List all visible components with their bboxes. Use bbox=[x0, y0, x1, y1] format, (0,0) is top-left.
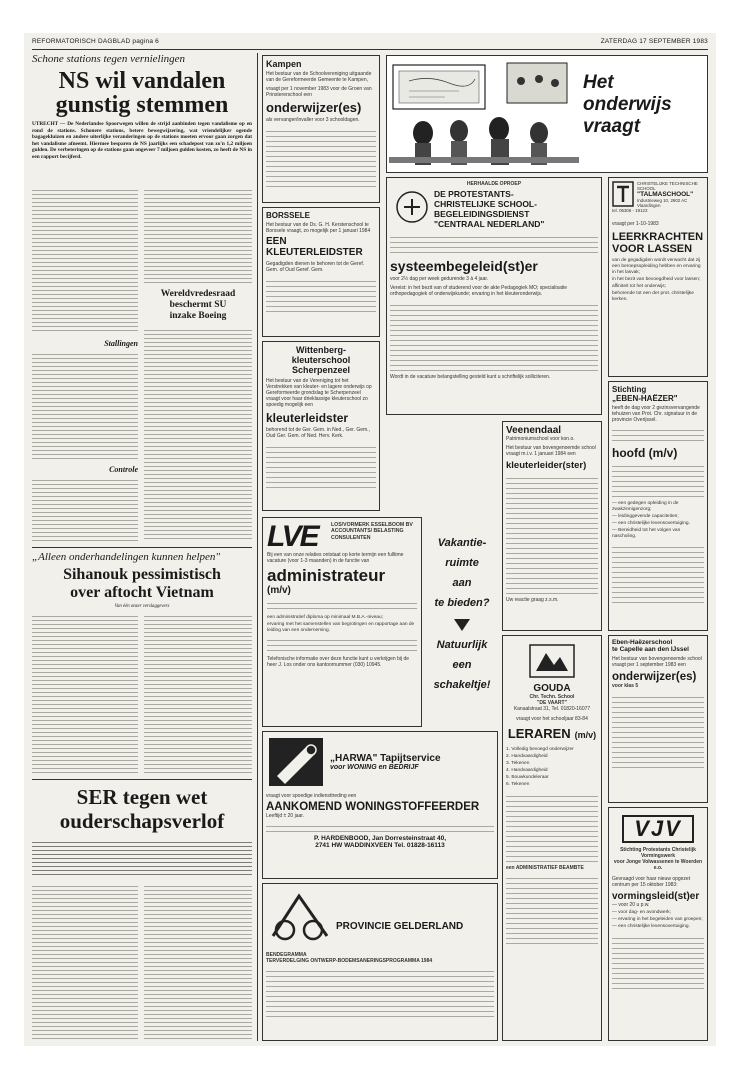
ad-vjv bbox=[608, 807, 708, 1041]
ad-vakantie-line-6: een bbox=[452, 659, 472, 671]
ad-scherpenzeel-detail: behorend tot de Ger. Gem. in Ned., Ger. Gem., Oud Ger. Gem. of Ned. Herv. Kerk. bbox=[266, 427, 370, 439]
article-ns-body-col1 bbox=[32, 187, 138, 333]
article-ns-body-col2 bbox=[144, 187, 252, 283]
ad-administrateur-intro: Bij een van onze relaties ontstaat op korte termijn een fulltime vacature (voor 1-3 maanden) in de functie van bbox=[267, 552, 404, 564]
ad-gouda-role-2: (m/v) bbox=[574, 730, 597, 740]
ad-vjv-item: — voor dag- en avondwerk; bbox=[612, 910, 671, 915]
ad-veenendaal-school: Patrimoniumschool voor kon.o. bbox=[506, 436, 575, 442]
ad-administrateur-item: ervaring met het samenstellen van begrotingen en rapportage aan de leiding van een onderneming. bbox=[267, 622, 415, 633]
ad-borssele-intro: Het bestuur van de Ds. G. H. Kerstenschool te Borssele vraagt, zo mogelijk per 1 januari 1984 bbox=[266, 222, 371, 234]
ad-kampen-body bbox=[266, 127, 376, 187]
ad-capelle-text bbox=[612, 693, 704, 771]
classroom-illustration bbox=[389, 57, 579, 173]
ad-gouda-role-1: LERAREN bbox=[507, 726, 571, 741]
ad-scherpenzeel-body bbox=[266, 443, 376, 489]
article-su-headline-1: Wereldvredesraad bbox=[160, 289, 236, 299]
article-ser-lead bbox=[32, 839, 252, 877]
article-ser-headline-1: SER tegen wet bbox=[76, 785, 208, 809]
ad-administrateur-text bbox=[267, 599, 417, 613]
ad-talmaschool-asks: vraagt per 1-10-1983 bbox=[612, 221, 659, 227]
ad-gouda-title: GOUDA bbox=[533, 683, 571, 694]
ad-vjv-text bbox=[612, 934, 704, 990]
article-sihanouk-byline: Van één onzer verslaggevers bbox=[114, 604, 170, 609]
article-ns-lead: UTRECHT — De Nederlandse Spoorwegen willen de strijd aanbinden tegen vandalisme op en rond de stations. Schonere stations, betere bewegwijzering, wat vriendelijker ogende bagagekluizen en andere uiterlijke veranderingen op de stations moeten ervoor gaan zorgen dat het vandalisme afneemt. Hiermee besparen de NS jaarlijks een schadepost van zo'n 1,2 miljoen gulden. De verbeteringen op de stations gaan ongeveer 7 miljoen gulden kosten, zo heeft de NS in een rapport becijferd. bbox=[32, 121, 252, 160]
ad-vjv-hours: — voor 20 u p.w. bbox=[612, 902, 650, 908]
ad-administrateur bbox=[262, 517, 422, 727]
header-date: ZATERDAG 17 SEPTEMBER 1983 bbox=[600, 38, 708, 45]
article-ns-kicker: Schone stations tegen vernielingen bbox=[32, 53, 186, 65]
ad-harwa-role: AANKOMEND WONINGSTOFFEERDER bbox=[266, 801, 480, 813]
ad-vakantie-line-5: Natuurlijk bbox=[436, 639, 488, 651]
ad-scherpenzeel-role: kleuterleidster bbox=[266, 411, 349, 425]
article-ser-body-col2 bbox=[144, 883, 252, 1039]
ad-eben-haezer-item: — een gedegen opleiding in de zwakzinnigenzorg; bbox=[612, 501, 679, 512]
ad-administrateur-logo: LVE bbox=[267, 520, 318, 553]
ad-gouda-item: 2. Handvaardigheid bbox=[506, 754, 548, 759]
ad-eben-haezer-text bbox=[612, 426, 704, 444]
ad-talmaschool-org-2: "TALMASCHOOL" bbox=[637, 191, 694, 198]
article-su-headline-2: beschermt SU bbox=[169, 300, 227, 310]
article-su-body bbox=[144, 327, 252, 541]
ad-gouda-text bbox=[506, 792, 598, 862]
ad-onderwijs-line-3: vraagt bbox=[583, 116, 641, 137]
gouda-logo-icon bbox=[520, 641, 584, 681]
ad-vjv-org-1: Stichting Protestants Christelijk Vormingswerk bbox=[620, 847, 696, 859]
ad-gouda-item: 1. Volledig bevoegd onderwijzer bbox=[506, 747, 574, 752]
ad-harwa-age: Leeftijd ± 20 jaar. bbox=[266, 813, 305, 819]
ad-eben-haezer-text bbox=[612, 543, 704, 603]
ad-talmaschool-role-2: VOOR LASSEN bbox=[612, 243, 693, 255]
ad-eben-haezer-item: — leidinggevende capaciteiten; bbox=[612, 514, 679, 519]
ad-harwa-text bbox=[266, 822, 494, 832]
ad-talmaschool-phone: tel. 05306 - 19123 bbox=[612, 208, 648, 213]
ad-capelle-title-2: te Capelle aan den IJssel bbox=[612, 646, 689, 653]
article-sihanouk-headline-2: over aftocht Vietnam bbox=[70, 584, 214, 601]
ad-veenendaal-title: Veenendaal bbox=[506, 425, 562, 436]
ad-administrateur-contact: Telefonische informatie over deze functie kunt u verkrijgen bij de heer J. Los onder ons kantoornummer (030) 10945. bbox=[267, 656, 410, 668]
school-logo-icon bbox=[612, 181, 634, 207]
article-sihanouk-kicker: „Alleen onderhandelingen kunnen helpen" bbox=[32, 551, 221, 563]
ad-borssele-role-2: KLEUTERLEIDSTER bbox=[266, 247, 363, 258]
ad-gouda-asks: vraagt voor het schooljaar 83-84 bbox=[516, 716, 588, 722]
ad-kampen-line: vraagt per 1 november 1983 voor de Groen van Prinstererschool een bbox=[266, 86, 372, 98]
ad-administrateur-item: een administratief diploma op minimaal M.B.A.-niveau; bbox=[267, 615, 383, 620]
ad-vakantie-line-2: ruimte bbox=[445, 557, 479, 569]
ad-borssele-role-1: EEN bbox=[266, 236, 287, 247]
article-ns-body-col1b bbox=[32, 351, 138, 461]
ad-talmaschool-org-1: CHRISTELIJKE TECHNISCHE SCHOOL bbox=[637, 181, 698, 191]
ad-scherpenzeel-title-2: kleuterschool bbox=[291, 355, 351, 365]
ad-kampen-detail: als vervanger/invaller voor 3 schooldagen. bbox=[266, 117, 360, 123]
ad-vjv-item: — een christelijke levensovertuiging. bbox=[612, 924, 690, 929]
ad-vjv-asks: Gevraagd voor haar nieuw opgezet centrum per 15 oktober 1983: bbox=[612, 876, 691, 888]
ad-harwa-asks: vraagt voor spoedige indiensttreding een bbox=[266, 793, 357, 799]
ad-kampen bbox=[262, 55, 380, 203]
ad-vjv-logo: VJV bbox=[622, 815, 694, 843]
ad-begeleidingsdienst-requirements: Vereist: in het bezit van of studerend voor de akte Pedagogiek MO; specialisatie orthopedagogiek of onderwijskunde; ervaring in het kleuteronderwijs. bbox=[390, 285, 568, 297]
ad-gelderland bbox=[262, 883, 498, 1041]
ad-capelle-asks: Het bestuur van bovengenoemde school vraagt per 1 september 1983 een bbox=[612, 656, 702, 668]
ad-onderwijs-vraagt bbox=[386, 55, 708, 173]
ad-gouda-name: "DE VAART" bbox=[537, 700, 567, 706]
ad-borssele-title: BORSSELE bbox=[266, 211, 311, 220]
ad-kampen-title: Kampen bbox=[266, 59, 302, 69]
ad-veenendaal-text bbox=[506, 474, 598, 594]
ad-begeleidingsdienst-kicker: HERHAALDE OPROEP bbox=[466, 181, 522, 187]
ad-scherpenzeel bbox=[262, 341, 380, 511]
ad-talmaschool-address: Industrieweg 10, 2902 AC Vlaardingen bbox=[637, 198, 688, 208]
ad-begeleidingsdienst-intro bbox=[390, 233, 598, 255]
ad-eben-haezer-text bbox=[612, 462, 704, 498]
ad-eben-haezer-item: — Bereidheid tot het volgen van nascholing. bbox=[612, 528, 681, 539]
ad-borssele-detail: Gegadigden dienen te behoren tot de Geref. Gem. of Oud Geref. Gem. bbox=[266, 261, 365, 273]
ad-vakantie bbox=[426, 519, 498, 725]
article-sihanouk-body-col1 bbox=[32, 613, 138, 773]
ad-kampen-role: onderwijzer(es) bbox=[266, 100, 362, 115]
page-header bbox=[32, 38, 708, 50]
article-ns-subhead-stallingen: Stallingen bbox=[104, 339, 138, 348]
ad-harwa-title-2: voor WONING en BEDRIJF bbox=[330, 764, 419, 771]
ad-vakantie-line-1: Vakantie- bbox=[437, 537, 487, 549]
ad-gouda-item: 6. Tekenen bbox=[506, 782, 530, 787]
ad-borssele bbox=[262, 207, 380, 337]
ad-begeleidingsdienst-body bbox=[390, 301, 598, 371]
ad-kampen-intro: Het bestuur van de Schoolvereniging uitgaande van de Gereformeerde Gemeente te Kampen, bbox=[266, 71, 372, 83]
ad-borssele-body bbox=[266, 277, 376, 313]
ad-eben-haezer-intro: heeft de dag voor 2 gezinsvervangende tehuizen van Prot. Chr. signatuur in de provincie Overijssel. bbox=[612, 405, 700, 423]
logo-icon bbox=[395, 190, 429, 224]
ad-begeleidingsdienst bbox=[386, 177, 602, 415]
ad-vakantie-line-7: schakeltje! bbox=[433, 679, 491, 691]
ad-harwa bbox=[262, 731, 498, 879]
ad-begeleidingsdienst-role: systeembegeleid(st)er bbox=[390, 258, 538, 274]
ad-gelderland-sub: BENDEGRAMMA bbox=[266, 952, 307, 958]
article-sihanouk-headline-1: Sihanouk pessimistisch bbox=[63, 566, 221, 583]
ad-harwa-contact: P. HARDENBOOD, Jan Dorresteinstraat 40, bbox=[313, 835, 447, 842]
ad-gouda-school: Chr. Techn. School bbox=[529, 694, 575, 700]
carpet-roll-icon bbox=[267, 736, 325, 788]
ad-gouda-item: 5. Bouwkundeleraar bbox=[506, 775, 549, 780]
ad-gouda-admin: een ADMINISTRATIEF BEAMBTE bbox=[506, 865, 584, 871]
ad-talmaschool-item: in het bezit van bevoegdheid voor lassen; bbox=[612, 277, 701, 282]
ad-harwa-city: 2741 HW WADDINXVEEN Tel. 01828-16113 bbox=[315, 842, 445, 849]
ad-capelle-title-1: Eben-Haëzerschool bbox=[612, 639, 673, 646]
province-logo-icon bbox=[269, 890, 331, 942]
ad-veenendaal-closing: Uw reactie graag z.s.m. bbox=[506, 597, 559, 603]
ad-gouda-address: Kanaalstraat 31, Tel. 01820-16077 bbox=[513, 706, 591, 712]
ad-talmaschool-role-1: LEERKRACHTEN bbox=[612, 231, 704, 243]
ad-gouda-item: 3. Tekenen bbox=[506, 761, 530, 766]
ad-vjv-org-2: voor Jonge Volwassenen te Woerden e.o. bbox=[613, 859, 703, 871]
ad-capelle bbox=[608, 635, 708, 803]
article-ns-body-col1c bbox=[32, 477, 138, 541]
ad-gouda bbox=[502, 635, 602, 1041]
column-divider bbox=[257, 53, 258, 1041]
ad-eben-haezer-title-2: „EBEN-HAËZER" bbox=[612, 394, 678, 403]
ad-talmaschool-item: affiniteit tot het onderwijs; bbox=[612, 284, 667, 289]
newspaper-page bbox=[24, 33, 716, 1046]
article-ns-headline-2: gunstig stemmen bbox=[55, 92, 229, 118]
ad-onderwijs-line-2: onderwijs bbox=[583, 94, 672, 115]
ad-eben-haezer-title-1: Stichting bbox=[612, 385, 647, 394]
article-su-headline-3: inzake Boeing bbox=[169, 311, 227, 321]
ad-vakantie-line-4: te bieden? bbox=[434, 597, 490, 609]
ad-vakantie-line-3: aan bbox=[452, 577, 472, 589]
ad-gelderland-body bbox=[266, 967, 494, 1017]
ad-vjv-role: vormingsleid(st)er bbox=[612, 891, 700, 902]
article-ser-headline-2: ouderschapsverlof bbox=[59, 809, 225, 833]
ad-capelle-role-2: voor klas 5 bbox=[612, 683, 639, 689]
ad-gelderland-title: PROVINCIE GELDERLAND bbox=[336, 921, 464, 932]
ad-scherpenzeel-intro: Het bestuur van de Vereniging tot het Verstrekken van kleuter- en lagere onderwijs op Gereformeerde grondslag te Scherpenzeel vraagt voor haar drieklassige kleuterschool zo spoedig mogelijk een bbox=[266, 378, 372, 408]
ad-begeleidingsdienst-hours: voor 2½ dag per week gedurende 3 à 4 jaar. bbox=[390, 276, 489, 282]
ad-onderwijs-line-1: Het bbox=[583, 72, 614, 93]
ad-scherpenzeel-title-1: Wittenberg- bbox=[296, 345, 346, 355]
ad-capelle-role-1: onderwijzer(es) bbox=[612, 671, 697, 683]
header-left: REFORMATORISCH DAGBLAD pagina 6 bbox=[32, 38, 159, 45]
ad-eben-haezer bbox=[608, 381, 708, 631]
arrow-down-icon bbox=[452, 617, 472, 631]
ad-eben-haezer-item: — een christelijke levensovertuiging. bbox=[612, 521, 690, 526]
ad-veenendaal-intro: Het bestuur van bovengenoemde school vraagt m.i.v. 1 januari 1984 een bbox=[506, 445, 596, 457]
ad-begeleidingsdienst-title-2: CHRISTELIJKE SCHOOL- bbox=[434, 199, 537, 209]
ad-harwa-title-1: „HARWA" Tapijtservice bbox=[330, 753, 441, 764]
ad-talmaschool-item: van de gegadigden wordt verwacht dat zij een beroepsopleiding hebben en ervaring in het lasvak; bbox=[612, 258, 701, 275]
article-ns-headline-1: NS wil vandalen bbox=[58, 68, 226, 94]
ad-scherpenzeel-title-3: Scherpenzeel bbox=[291, 365, 351, 375]
article-sihanouk-body-col2 bbox=[144, 613, 252, 773]
ad-gelderland-text: TERVERDELGING ONTWERP-BODEMSANERINGSPROGRAMMA 1984 bbox=[266, 958, 433, 964]
ad-administrateur-role-2: (m/v) bbox=[267, 585, 291, 596]
ad-vjv-item: — ervaring in het begeleiden van groepen; bbox=[612, 917, 703, 922]
article-ser-body-col1 bbox=[32, 883, 138, 1039]
ad-administrateur-org: LOS/VORMERK ESSELBOOM BV ACCOUNTANTS/ BELASTING CONSULENTEN bbox=[331, 522, 413, 541]
ad-begeleidingsdienst-closing: Wordt in de vacature belangstelling gesteld kunt u schriftelijk solliciteren. bbox=[390, 374, 551, 380]
article-ns-subhead-controle: Controle bbox=[109, 465, 138, 474]
ad-veenendaal bbox=[502, 421, 602, 631]
ad-veenendaal-role: kleuterleider(ster) bbox=[506, 460, 587, 471]
ad-administrateur-text bbox=[267, 636, 417, 654]
ad-gouda-text bbox=[506, 874, 598, 944]
ad-begeleidingsdienst-title-4: "CENTRAAL NEDERLAND" bbox=[434, 219, 545, 229]
divider bbox=[32, 547, 252, 548]
ad-talmaschool-item: behorende tot een der prot. christelijke kerken. bbox=[612, 291, 694, 302]
ad-eben-haezer-role: hoofd (m/v) bbox=[612, 446, 678, 460]
ad-gouda-item: 4. Handvaardigheid bbox=[506, 768, 548, 773]
ad-begeleidingsdienst-title-3: BEGELEIDINGSDIENST bbox=[434, 209, 530, 219]
ad-administrateur-role-1: administrateur bbox=[267, 566, 386, 585]
ad-talmaschool bbox=[608, 177, 708, 377]
ad-begeleidingsdienst-title-1: DE PROTESTANTS- bbox=[434, 189, 514, 199]
divider bbox=[32, 779, 252, 780]
